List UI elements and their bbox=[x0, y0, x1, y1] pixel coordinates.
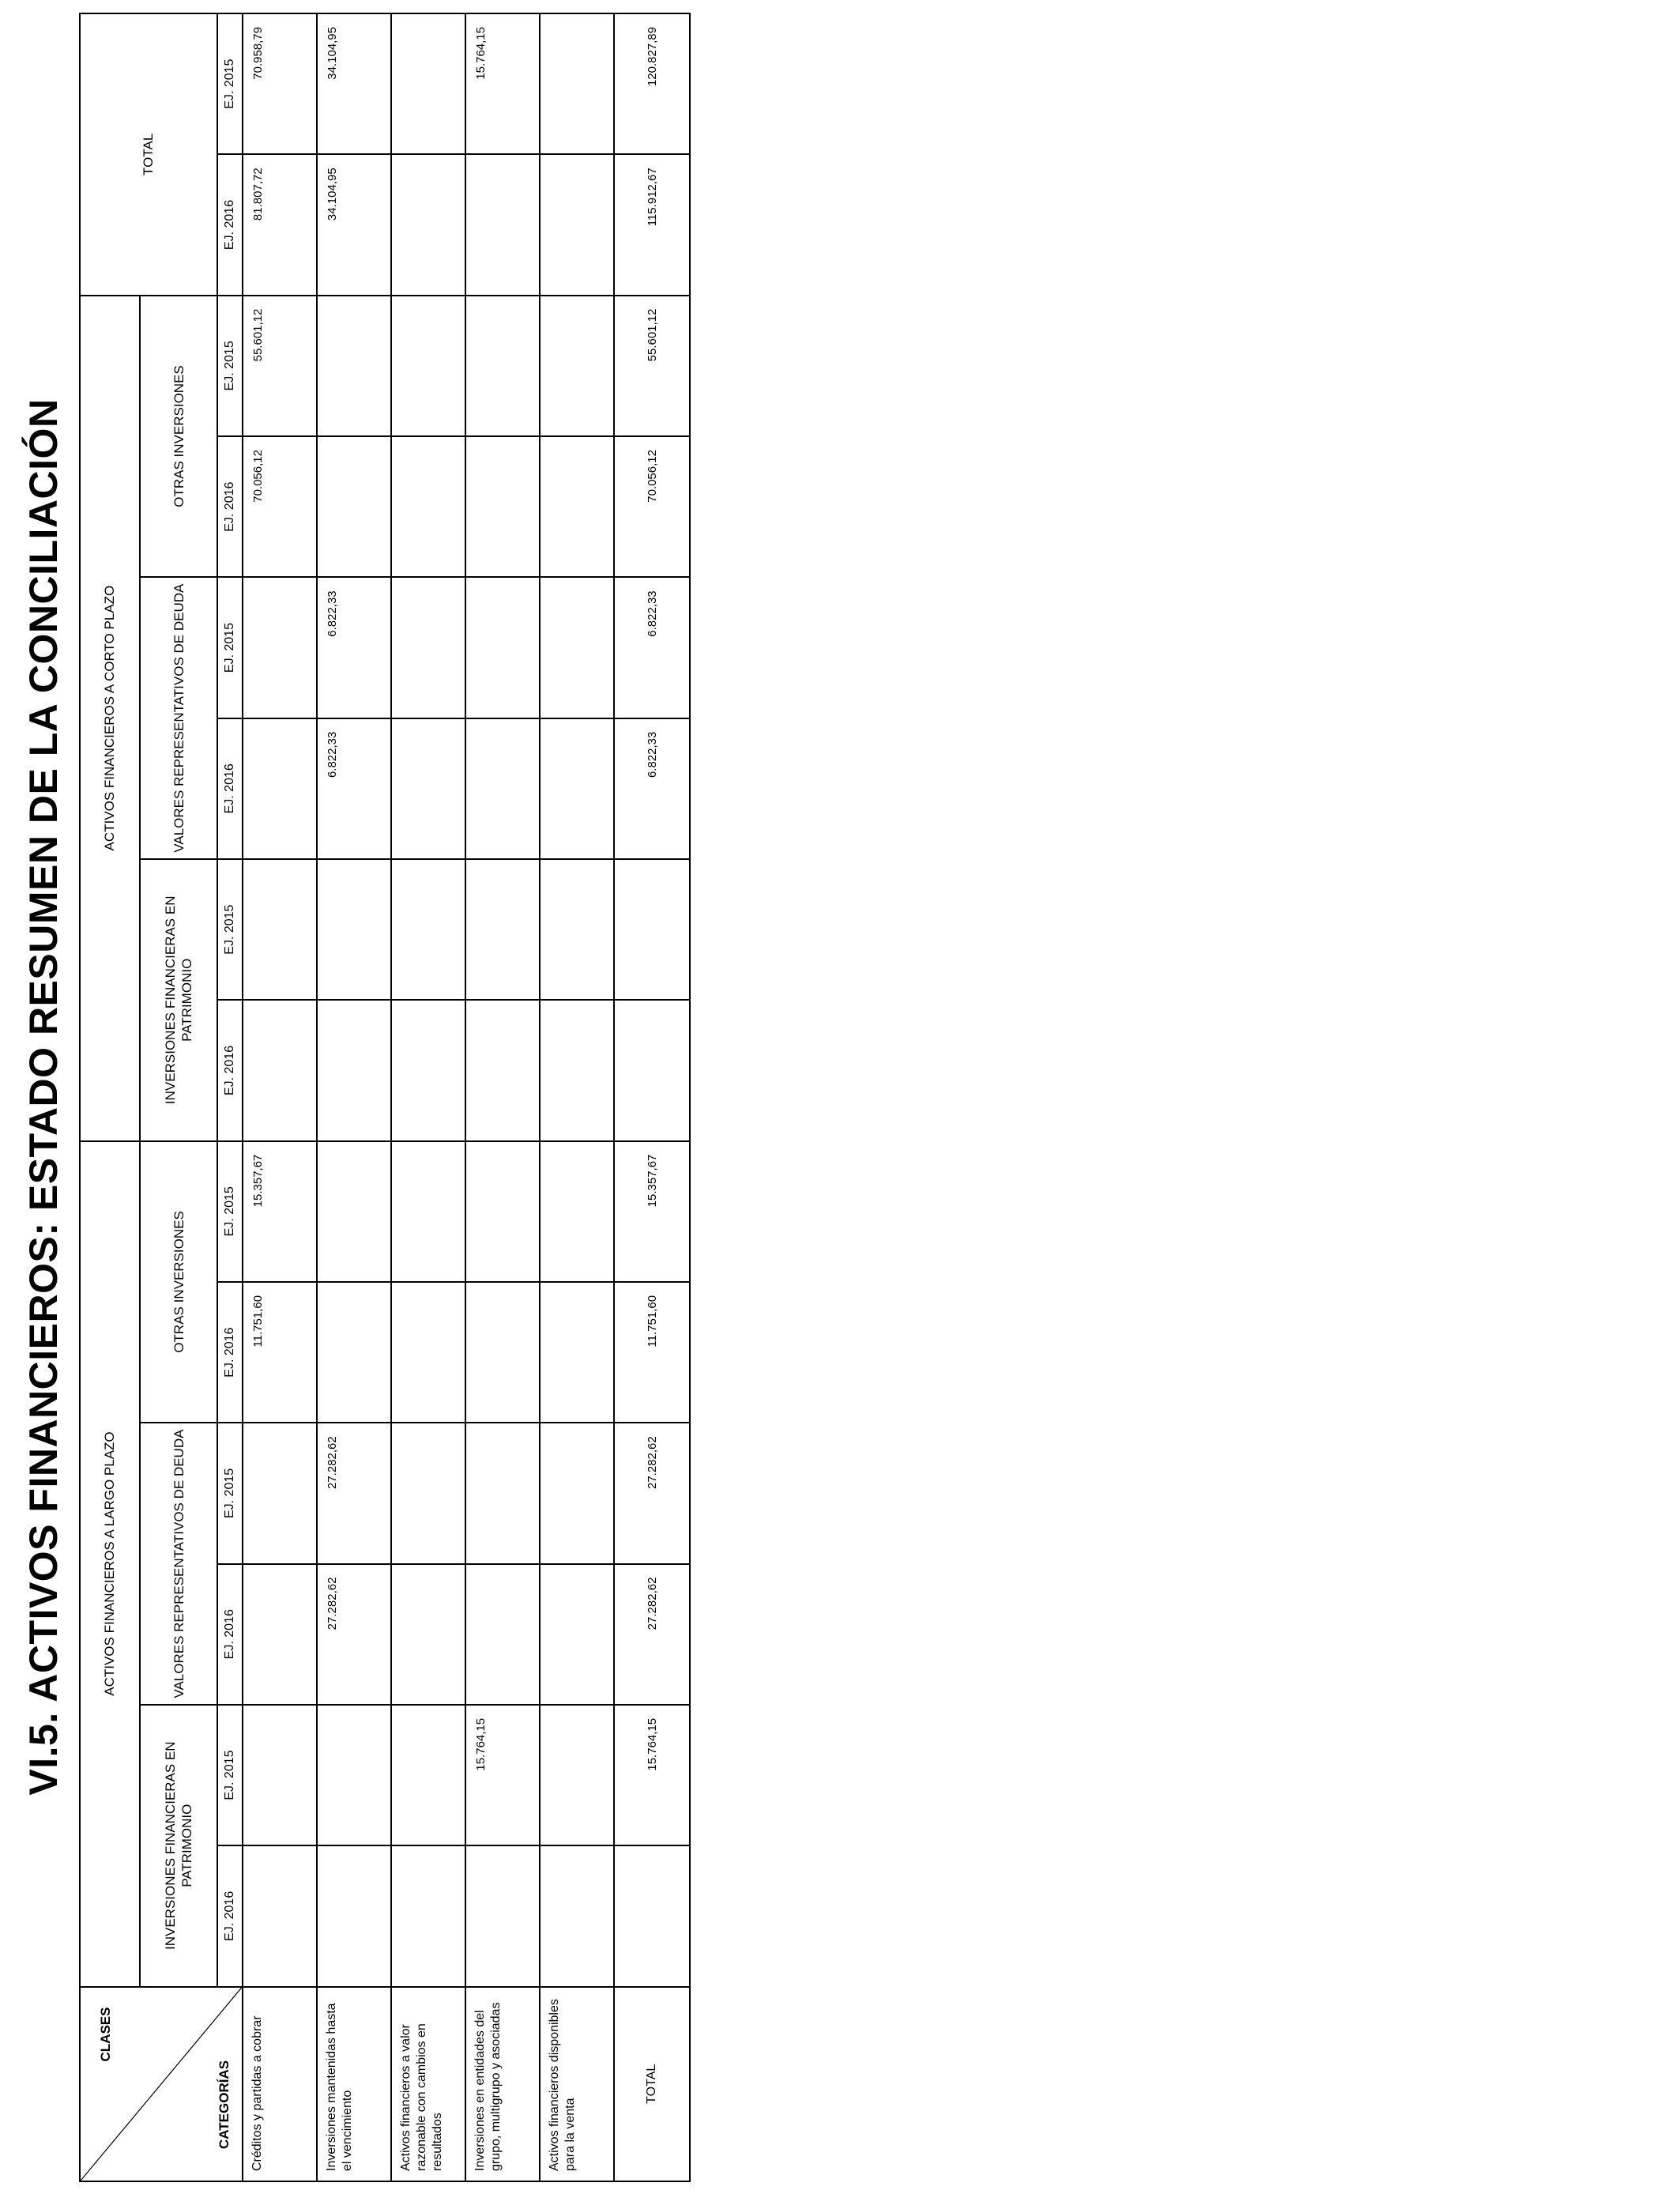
total-cell bbox=[614, 1000, 690, 1140]
year-header: EJ. 2016 bbox=[217, 1000, 243, 1140]
table-cell bbox=[465, 859, 540, 1000]
table-cell: 6.822,33 bbox=[317, 718, 391, 859]
table-cell bbox=[540, 154, 614, 295]
subgroup-lp-deuda: VALORES REPRESENTATIVOS DE DEUDA bbox=[140, 1423, 217, 1705]
subgroup-lp-patrimonio: INVERSIONES FINANCIERAS EN PATRIMONIO bbox=[140, 1705, 217, 1987]
total-cell: 115.912,67 bbox=[614, 154, 690, 295]
table-cell: 81.807,72 bbox=[243, 154, 317, 295]
table-cell bbox=[317, 1282, 391, 1423]
group-largo-plazo: ACTIVOS FINANCIEROS A LARGO PLAZO bbox=[80, 1141, 140, 1987]
year-header: EJ. 2015 bbox=[217, 13, 243, 154]
table-cell bbox=[465, 1845, 540, 1986]
group-total: TOTAL bbox=[80, 13, 217, 296]
table-cell: 15.764,15 bbox=[465, 13, 540, 154]
table-cell bbox=[391, 154, 465, 295]
total-row bbox=[614, 13, 690, 2181]
table-cell bbox=[391, 1000, 465, 1140]
table-cell: 70.056,12 bbox=[243, 436, 317, 577]
year-header: EJ. 2016 bbox=[217, 154, 243, 295]
year-header: EJ. 2016 bbox=[217, 1845, 243, 1986]
table-cell bbox=[465, 1282, 540, 1423]
total-label: TOTAL bbox=[614, 1987, 690, 2181]
subgroup-cp-patrimonio: INVERSIONES FINANCIERAS EN PATRIMONIO bbox=[140, 859, 217, 1141]
table-cell bbox=[243, 859, 317, 1000]
table-cell bbox=[540, 436, 614, 577]
subgroup-cp-otras: OTRAS INVERSIONES bbox=[140, 296, 217, 578]
row-label: Créditos y partidas a cobrar bbox=[243, 1987, 317, 2181]
reconciliation-table bbox=[79, 13, 691, 2182]
table-cell: 11.751,60 bbox=[243, 1282, 317, 1423]
table-cell bbox=[391, 1705, 465, 1845]
total-cell: 120.827,89 bbox=[614, 13, 690, 154]
table-cell bbox=[465, 1564, 540, 1705]
table-cell bbox=[243, 1423, 317, 1563]
clases-label: CLASES bbox=[98, 2007, 113, 2062]
page-title: VI.5. ACTIVOS FINANCIEROS: ESTADO RESUMEN DE LA CONCILIACIÓN bbox=[21, 398, 66, 1796]
total-cell bbox=[614, 859, 690, 1000]
total-cell: 6.822,33 bbox=[614, 718, 690, 859]
table-cell bbox=[540, 1282, 614, 1423]
table-cell bbox=[317, 1000, 391, 1140]
table-cell bbox=[317, 296, 391, 436]
table-cell: 27.282,62 bbox=[317, 1564, 391, 1705]
table-cell bbox=[540, 1705, 614, 1845]
table-cell bbox=[540, 1423, 614, 1563]
year-header: EJ. 2016 bbox=[217, 1564, 243, 1705]
table-cell bbox=[243, 577, 317, 718]
table-cell bbox=[391, 1282, 465, 1423]
table-cell bbox=[391, 13, 465, 154]
table-cell: 34.104,95 bbox=[317, 154, 391, 295]
table-cell bbox=[465, 1423, 540, 1563]
total-cell: 15.764,15 bbox=[614, 1705, 690, 1845]
table-cell bbox=[391, 1564, 465, 1705]
group-corto-plazo: ACTIVOS FINANCIEROS A CORTO PLAZO bbox=[80, 296, 140, 1141]
corner-header bbox=[80, 1987, 243, 2181]
table-row bbox=[243, 13, 317, 2181]
table-cell bbox=[243, 1564, 317, 1705]
year-header: EJ. 2015 bbox=[217, 1141, 243, 1282]
year-header: EJ. 2015 bbox=[217, 859, 243, 1000]
total-cell: 6.822,33 bbox=[614, 577, 690, 718]
table-cell bbox=[317, 859, 391, 1000]
table-cell bbox=[540, 718, 614, 859]
year-header: EJ. 2015 bbox=[217, 1423, 243, 1563]
subgroup-lp-otras: OTRAS INVERSIONES bbox=[140, 1141, 217, 1423]
table-row bbox=[317, 13, 391, 2181]
row-label: Activos financieros disponibles para la venta bbox=[540, 1987, 614, 2181]
table-cell bbox=[465, 154, 540, 295]
year-header: EJ. 2015 bbox=[217, 577, 243, 718]
total-cell: 55.601,12 bbox=[614, 296, 690, 436]
total-cell: 15.357,67 bbox=[614, 1141, 690, 1282]
table-cell bbox=[540, 296, 614, 436]
table-cell bbox=[540, 1141, 614, 1282]
row-label: Inversiones mantenidas hasta el vencimiento bbox=[317, 1987, 391, 2181]
table-cell bbox=[391, 718, 465, 859]
total-cell: 27.282,62 bbox=[614, 1564, 690, 1705]
table-cell bbox=[243, 718, 317, 859]
table-cell: 15.764,15 bbox=[465, 1705, 540, 1845]
year-header: EJ. 2016 bbox=[217, 436, 243, 577]
table-cell bbox=[317, 436, 391, 577]
table-cell bbox=[540, 13, 614, 154]
table-cell: 34.104,95 bbox=[317, 13, 391, 154]
table-cell bbox=[391, 1845, 465, 1986]
table-cell bbox=[391, 577, 465, 718]
table-cell bbox=[317, 1705, 391, 1845]
table-cell bbox=[391, 296, 465, 436]
row-label: Activos financieros a valor razonable con cambios en resultados bbox=[391, 1987, 465, 2181]
table-cell bbox=[243, 1000, 317, 1140]
year-header: EJ. 2016 bbox=[217, 1282, 243, 1423]
total-cell: 70.056,12 bbox=[614, 436, 690, 577]
total-cell bbox=[614, 1845, 690, 1986]
table-cell bbox=[391, 436, 465, 577]
table-cell bbox=[540, 1564, 614, 1705]
total-cell: 11.751,60 bbox=[614, 1282, 690, 1423]
table-cell bbox=[465, 718, 540, 859]
table-cell bbox=[243, 1845, 317, 1986]
table-cell bbox=[391, 1423, 465, 1563]
table-cell bbox=[465, 296, 540, 436]
year-header: EJ. 2016 bbox=[217, 718, 243, 859]
table-cell bbox=[540, 577, 614, 718]
categorias-label: CATEGORÍAS bbox=[217, 2060, 232, 2149]
table-cell bbox=[465, 436, 540, 577]
table-cell: 27.282,62 bbox=[317, 1423, 391, 1563]
table-cell: 55.601,12 bbox=[243, 296, 317, 436]
table-cell: 6.822,33 bbox=[317, 577, 391, 718]
table-cell bbox=[465, 577, 540, 718]
table-cell bbox=[391, 859, 465, 1000]
year-header: EJ. 2015 bbox=[217, 296, 243, 436]
year-header: EJ. 2015 bbox=[217, 1705, 243, 1845]
table-cell bbox=[391, 1141, 465, 1282]
table-cell bbox=[540, 859, 614, 1000]
table-row bbox=[391, 13, 465, 2181]
row-label: Inversiones en entidades del grupo, multigrupo y asociadas bbox=[465, 1987, 540, 2181]
table-cell bbox=[540, 1845, 614, 1986]
table-cell bbox=[317, 1845, 391, 1986]
table-cell bbox=[317, 1141, 391, 1282]
table-cell bbox=[465, 1141, 540, 1282]
table-row bbox=[540, 13, 614, 2181]
table-cell bbox=[540, 1000, 614, 1140]
table-row bbox=[465, 13, 540, 2181]
table-cell: 15.357,67 bbox=[243, 1141, 317, 1282]
table-cell bbox=[465, 1000, 540, 1140]
subgroup-cp-deuda: VALORES REPRESENTATIVOS DE DEUDA bbox=[140, 577, 217, 859]
total-cell: 27.282,62 bbox=[614, 1423, 690, 1563]
table-cell bbox=[243, 1705, 317, 1845]
table-cell: 70.958,79 bbox=[243, 13, 317, 154]
